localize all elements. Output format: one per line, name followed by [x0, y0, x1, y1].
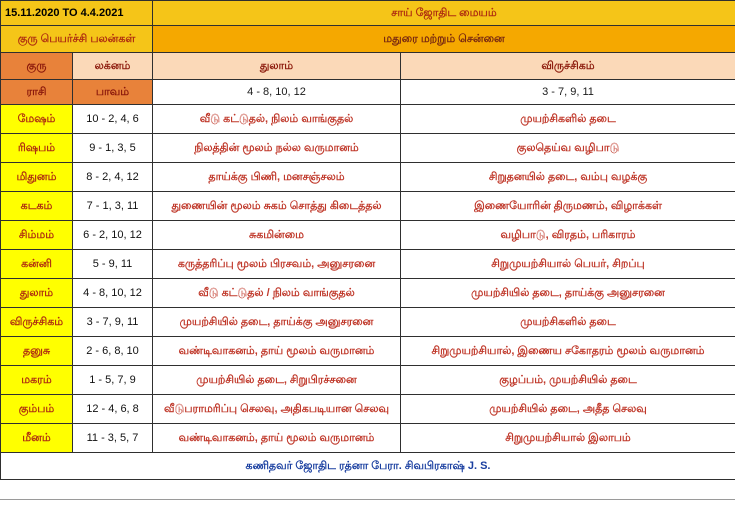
row-nums: 9 - 1, 3, 5 [73, 134, 153, 163]
header-rasi: ராசி [1, 80, 73, 105]
footer-credit: கணிதவர் ஜோதிட ரத்னா பேரா. சிவபிரகாஷ் J. S. [1, 453, 735, 480]
row-rasi: துலாம் [1, 279, 73, 308]
table-row [1, 395, 735, 424]
row-viruchigam: முயற்சியில் தடை, அதீத செலவு [401, 395, 735, 424]
column-header-row-2 [1, 80, 735, 105]
row-rasi: மேஷம் [1, 105, 73, 134]
row-thulam: கருத்தரிப்பு மூலம் பிரசவம், அனுசரனை [153, 250, 401, 279]
bottom-cell-strip [0, 499, 735, 509]
strip-segment [152, 500, 223, 509]
table-row [1, 337, 735, 366]
strip-segment [432, 500, 503, 509]
table-row [1, 279, 735, 308]
row-nums: 12 - 4, 6, 8 [73, 395, 153, 424]
table-row [1, 366, 735, 395]
strip-segment [0, 500, 73, 509]
title-row [1, 1, 735, 26]
footer-row [1, 453, 735, 480]
header-nums-viruchigam: 3 - 7, 9, 11 [401, 80, 735, 105]
row-viruchigam: குழப்பம், முயற்சியில் தடை [401, 366, 735, 395]
header-sign-thulam: துலாம் [153, 53, 401, 80]
row-rasi: மிதுனம் [1, 163, 73, 192]
row-nums: 7 - 1, 3, 11 [73, 192, 153, 221]
row-viruchigam: சிறுமுயற்சியால், இணைய சகோதரம் மூலம் வருமானம் [401, 337, 735, 366]
table-row [1, 192, 735, 221]
row-viruchigam: குலதெய்வ வழிபாடு [401, 134, 735, 163]
table-row [1, 308, 735, 337]
header-laknam: லக்னம் [73, 53, 153, 80]
row-nums: 6 - 2, 10, 12 [73, 221, 153, 250]
row-viruchigam: வழிபாடு, விரதம், பரிகாரம் [401, 221, 735, 250]
row-thulam: சுகமின்மை [153, 221, 401, 250]
row-rasi: விருச்சிகம் [1, 308, 73, 337]
table-row [1, 221, 735, 250]
row-viruchigam: இணையோரின் திருமணம், விழாக்கள் [401, 192, 735, 221]
strip-segment [502, 500, 573, 509]
column-header-row-1 [1, 53, 735, 80]
row-thulam: வீடு கட்டுதல் / நிலம் வாங்குதல் [153, 279, 401, 308]
strip-segment [222, 500, 293, 509]
strip-segment [72, 500, 153, 509]
row-rasi: மகரம் [1, 366, 73, 395]
row-thulam: வீடுபராமரிப்பு செலவு, அதிகபடியான செலவு [153, 395, 401, 424]
row-nums: 10 - 2, 4, 6 [73, 105, 153, 134]
row-nums: 1 - 5, 7, 9 [73, 366, 153, 395]
row-rasi: கடகம் [1, 192, 73, 221]
strip-segment [362, 500, 433, 509]
table-row [1, 134, 735, 163]
row-thulam: நிலத்தின் மூலம் நல்ல வருமானம் [153, 134, 401, 163]
row-nums: 3 - 7, 9, 11 [73, 308, 153, 337]
row-viruchigam: சிறுமுயற்சியால் பெயர், சிறப்பு [401, 250, 735, 279]
row-rasi: கன்னி [1, 250, 73, 279]
date-range-cell: 15.11.2020 TO 4.4.2021 [1, 1, 153, 26]
strip-segment [642, 500, 735, 509]
strip-segment [292, 500, 363, 509]
main-title-cell: சாய் ஜோதிட மையம் [153, 1, 735, 26]
row-viruchigam: முயற்சியில் தடை, தாய்க்கு அனுசரனை [401, 279, 735, 308]
row-thulam: முயற்சியில் தடை, சிறுபிரச்சனை [153, 366, 401, 395]
table-row [1, 424, 735, 453]
row-rasi: மீனம் [1, 424, 73, 453]
row-viruchigam: முயற்சிகளில் தடை [401, 105, 735, 134]
row-nums: 5 - 9, 11 [73, 250, 153, 279]
row-rasi: சிம்மம் [1, 221, 73, 250]
row-thulam: முயற்சியில் தடை, தாய்க்கு அனுசரனை [153, 308, 401, 337]
row-viruchigam: சிறுமுயற்சியால் இலாபம் [401, 424, 735, 453]
row-nums: 2 - 6, 8, 10 [73, 337, 153, 366]
row-thulam: வண்டிவாகனம், தாய் மூலம் வருமானம் [153, 337, 401, 366]
row-nums: 4 - 8, 10, 12 [73, 279, 153, 308]
subheader-left-cell: குரு பெயர்ச்சி பலன்கள் [1, 26, 153, 53]
row-thulam: தாய்க்கு பிணி, மனசஞ்சலம் [153, 163, 401, 192]
row-thulam: வண்டிவாகனம், தாய் மூலம் வருமானம் [153, 424, 401, 453]
table-row [1, 105, 735, 134]
row-rasi: தனுசு [1, 337, 73, 366]
row-viruchigam: முயற்சிகளில் தடை [401, 308, 735, 337]
subheader-right-cell: மதுரை மற்றும் சென்னை [153, 26, 735, 53]
table-row [1, 250, 735, 279]
row-viruchigam: சிறுதனயில் தடை, வம்பு வழக்கு [401, 163, 735, 192]
row-nums: 11 - 3, 5, 7 [73, 424, 153, 453]
table-row [1, 163, 735, 192]
row-rasi: ரிஷபம் [1, 134, 73, 163]
header-nums-thulam: 4 - 8, 10, 12 [153, 80, 401, 105]
header-guru: குரு [1, 53, 73, 80]
row-thulam: துணையின் மூலம் சுகம் சொத்து கிடைத்தல் [153, 192, 401, 221]
row-thulam: வீடு கட்டுதல், நிலம் வாங்குதல் [153, 105, 401, 134]
row-nums: 8 - 2, 4, 12 [73, 163, 153, 192]
header-bavam: பாவம் [73, 80, 153, 105]
row-rasi: கும்பம் [1, 395, 73, 424]
subheader-row [1, 26, 735, 53]
header-sign-viruchigam: விருச்சிகம் [401, 53, 735, 80]
strip-segment [572, 500, 643, 509]
